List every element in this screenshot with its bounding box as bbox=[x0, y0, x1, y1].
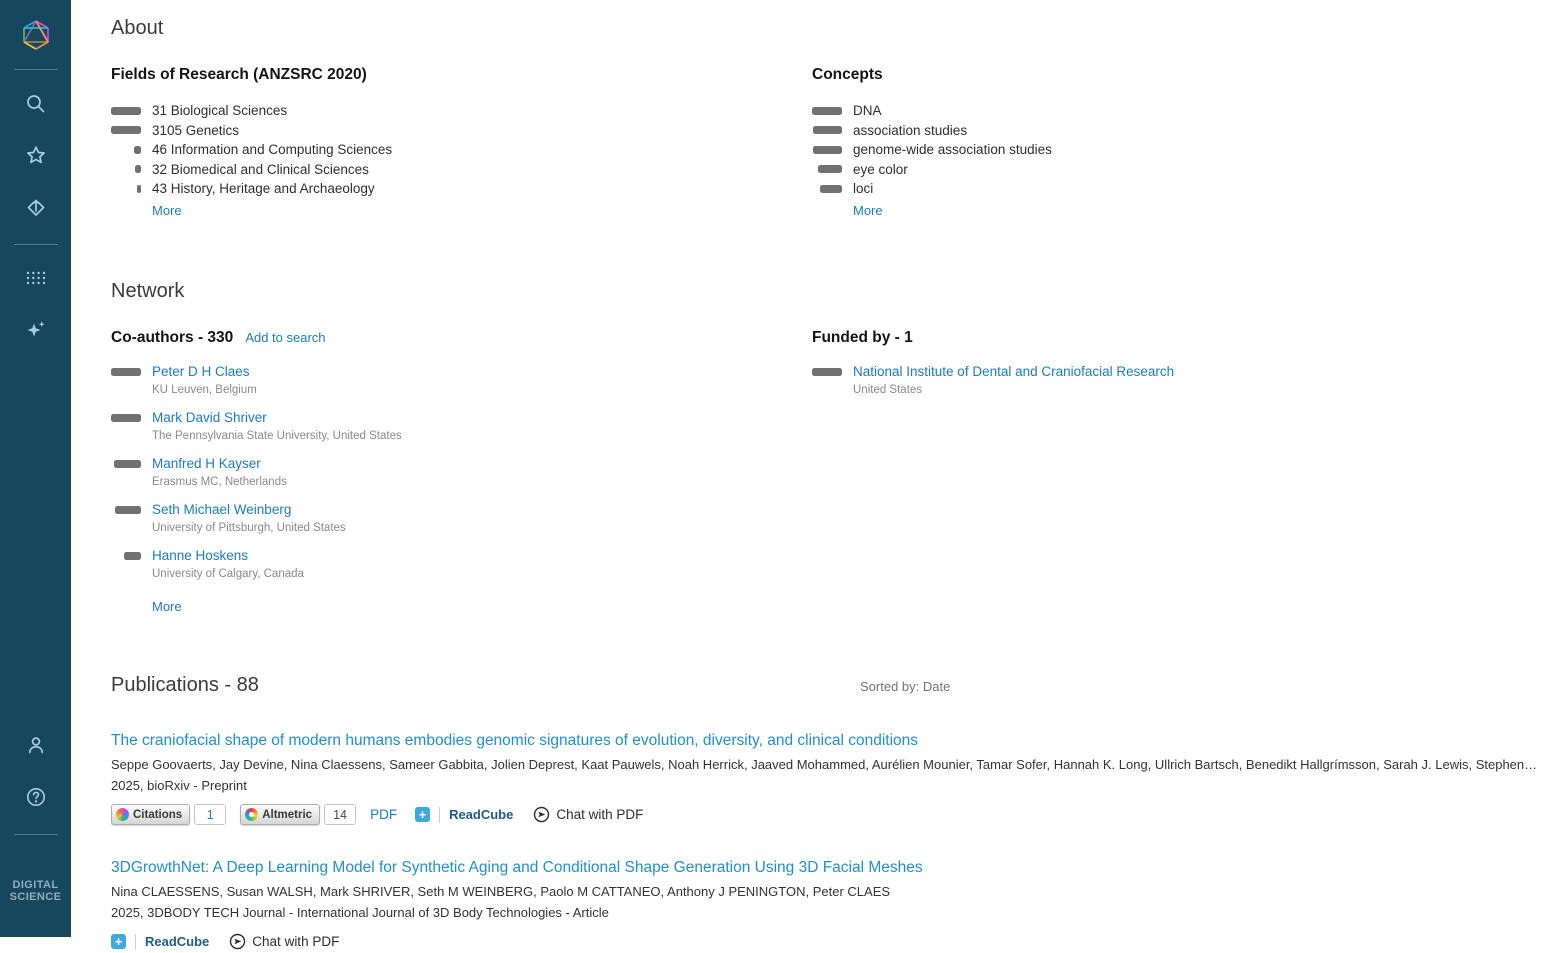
publication-title-link[interactable]: 3DGrowthNet: A Deep Learning Model for Synthetic Aging and Conditional Shape Generation Using 3D Facial Meshes bbox=[111, 858, 923, 876]
frequency-bar bbox=[124, 552, 141, 560]
funder-name-link[interactable]: National Institute of Dental and Craniofacial Research bbox=[853, 363, 1175, 379]
coauthor-affiliation: KU Leuven, Belgium bbox=[152, 383, 257, 396]
publication-item bbox=[111, 731, 1538, 826]
sidebar-divider bbox=[14, 834, 58, 835]
altmetric-badge[interactable]: Altmetric 14 bbox=[240, 804, 356, 825]
add-to-search-link[interactable]: Add to search bbox=[245, 329, 326, 345]
concept-label: association studies bbox=[853, 122, 968, 138]
frequency-bar bbox=[820, 185, 842, 193]
concept-row[interactable] bbox=[812, 121, 1525, 141]
concept-row[interactable] bbox=[812, 101, 1525, 121]
about-heading: About bbox=[111, 17, 164, 39]
concepts-list bbox=[812, 101, 1525, 220]
divider bbox=[439, 807, 440, 823]
fields-more-link[interactable]: More bbox=[152, 202, 182, 218]
coauthor-row bbox=[111, 409, 812, 444]
publication-title-link[interactable]: The craniofacial shape of modern humans embodies genomic signatures of evolution, diversity, and clinical conditions bbox=[111, 731, 919, 749]
coauthor-row bbox=[111, 455, 812, 490]
sidebar-divider bbox=[14, 244, 58, 245]
concept-row[interactable] bbox=[812, 160, 1525, 180]
publications-heading: Publications - 88 bbox=[111, 673, 259, 696]
funder-country: United States bbox=[853, 383, 923, 396]
pdf-link[interactable]: PDF bbox=[370, 807, 398, 822]
concepts-heading: Concepts bbox=[812, 66, 883, 83]
export-icon[interactable] bbox=[18, 190, 54, 226]
sort-control[interactable]: Sorted by: Date bbox=[860, 678, 951, 694]
ai-sparkles-icon[interactable] bbox=[18, 312, 54, 348]
funder-row bbox=[812, 363, 1525, 398]
citations-badge[interactable]: Citations 1 bbox=[111, 804, 226, 825]
frequency-bar bbox=[114, 460, 141, 468]
concept-row[interactable] bbox=[812, 179, 1525, 199]
readcube-link[interactable]: ReadCube bbox=[449, 807, 514, 822]
readcube-link[interactable]: ReadCube bbox=[145, 934, 210, 949]
coauthor-name-link[interactable]: Hanne Hoskens bbox=[152, 547, 249, 563]
coauthor-affiliation: University of Calgary, Canada bbox=[152, 567, 304, 580]
coauthor-name-link[interactable]: Peter D H Claes bbox=[152, 363, 250, 379]
search-icon[interactable] bbox=[18, 86, 54, 122]
field-label: 46 Information and Computing Sciences bbox=[152, 142, 393, 158]
field-label: 32 Biomedical and Clinical Sciences bbox=[152, 161, 369, 177]
dimensions-logo-icon[interactable] bbox=[16, 15, 56, 55]
publication-meta: 2025, 3DBODY TECH Journal - International Journal of 3D Body Technologies - Article bbox=[111, 904, 609, 920]
divider bbox=[135, 934, 136, 950]
fields-of-research-heading: Fields of Research (ANZSRC 2020) bbox=[111, 66, 367, 83]
frequency-bar bbox=[115, 506, 141, 514]
frequency-bar bbox=[813, 126, 842, 134]
coauthor-affiliation: Erasmus MC, Netherlands bbox=[152, 475, 287, 488]
frequency-bar bbox=[111, 414, 141, 422]
frequency-bar bbox=[111, 368, 141, 376]
fields-of-research-list bbox=[111, 101, 812, 220]
frequency-bar bbox=[137, 185, 141, 193]
account-icon[interactable] bbox=[18, 727, 54, 763]
field-row[interactable] bbox=[111, 160, 812, 180]
frequency-bar bbox=[813, 146, 842, 154]
field-label: 3105 Genetics bbox=[152, 122, 240, 138]
field-label: 31 Biological Sciences bbox=[152, 103, 288, 119]
sidebar-divider bbox=[14, 69, 58, 70]
publication-authors: Seppe Goovaerts, Jay Devine, Nina Claessens, Sameer Gabbita, Jolien Deprest, Kaat Pauwels, Noah Herrick, Jaaved Mohammed, Aurélien Mounier, Tamar Sofer, Hannah K. Long, Ullrich Bartsch, Benedikt Hallgrímsson, Sarah J. Lewis, Stephen… bbox=[111, 756, 1538, 772]
coauthor-name-link[interactable]: Mark David Shriver bbox=[152, 409, 267, 425]
coauthors-more-link[interactable]: More bbox=[152, 598, 182, 614]
field-label: 43 History, Heritage and Archaeology bbox=[152, 181, 375, 197]
field-row[interactable] bbox=[111, 101, 812, 121]
readcube-add-icon[interactable]: + bbox=[415, 807, 430, 822]
coauthor-row bbox=[111, 501, 812, 536]
favorites-star-icon[interactable] bbox=[18, 138, 54, 174]
publication-meta: 2025, bioRxiv - Preprint bbox=[111, 777, 247, 793]
main-content bbox=[71, 0, 1565, 949]
dimensions-badge-icon bbox=[116, 808, 129, 821]
funded-by-heading: Funded by - 1 bbox=[812, 328, 913, 346]
coauthor-affiliation: University of Pittsburgh, United States bbox=[152, 521, 346, 534]
apps-grid-icon[interactable] bbox=[18, 260, 54, 296]
coauthors-heading: Co-authors - 330 bbox=[111, 328, 234, 346]
field-row[interactable] bbox=[111, 179, 812, 199]
concept-label: DNA bbox=[853, 103, 882, 119]
chat-send-icon bbox=[533, 806, 550, 823]
frequency-bar bbox=[111, 107, 141, 115]
coauthor-row bbox=[111, 363, 812, 398]
concepts-more-link[interactable]: More bbox=[853, 202, 883, 218]
field-row[interactable] bbox=[111, 121, 812, 141]
frequency-bar bbox=[812, 368, 842, 376]
concept-label: loci bbox=[853, 181, 874, 197]
digital-science-logo: DIGITAL SCIENCE bbox=[9, 879, 62, 903]
frequency-bar bbox=[135, 165, 141, 173]
altmetric-donut-icon bbox=[245, 808, 258, 821]
sidebar bbox=[0, 0, 71, 937]
frequency-bar bbox=[111, 126, 141, 134]
publication-authors: Nina CLAESSENS, Susan WALSH, Mark SHRIVER, Seth M WEINBERG, Paolo M CATTANEO, Anthony J PENINGTON, Peter CLAES bbox=[111, 883, 891, 899]
concept-label: genome-wide association studies bbox=[853, 142, 1052, 158]
chat-with-pdf-button[interactable]: Chat with PDF bbox=[229, 933, 339, 950]
publication-item bbox=[111, 858, 1525, 953]
citations-count: 1 bbox=[194, 804, 226, 825]
frequency-bar bbox=[812, 107, 842, 115]
network-heading: Network bbox=[111, 279, 185, 302]
chat-send-icon bbox=[229, 933, 246, 950]
coauthor-name-link[interactable]: Seth Michael Weinberg bbox=[152, 501, 292, 517]
frequency-bar bbox=[134, 146, 141, 154]
coauthor-name-link[interactable]: Manfred H Kayser bbox=[152, 455, 261, 471]
funders-list bbox=[812, 363, 1525, 398]
frequency-bar bbox=[818, 165, 842, 173]
coauthor-affiliation: The Pennsylvania State University, United States bbox=[152, 429, 402, 442]
readcube-add-icon[interactable]: + bbox=[111, 934, 126, 949]
field-row[interactable] bbox=[111, 140, 812, 160]
concept-label: eye color bbox=[853, 161, 908, 177]
concept-row[interactable] bbox=[812, 140, 1525, 160]
chat-with-pdf-button[interactable]: Chat with PDF bbox=[533, 806, 643, 823]
coauthor-row bbox=[111, 547, 812, 582]
help-icon[interactable] bbox=[18, 779, 54, 815]
coauthors-list bbox=[111, 363, 812, 616]
altmetric-count: 14 bbox=[324, 804, 356, 825]
